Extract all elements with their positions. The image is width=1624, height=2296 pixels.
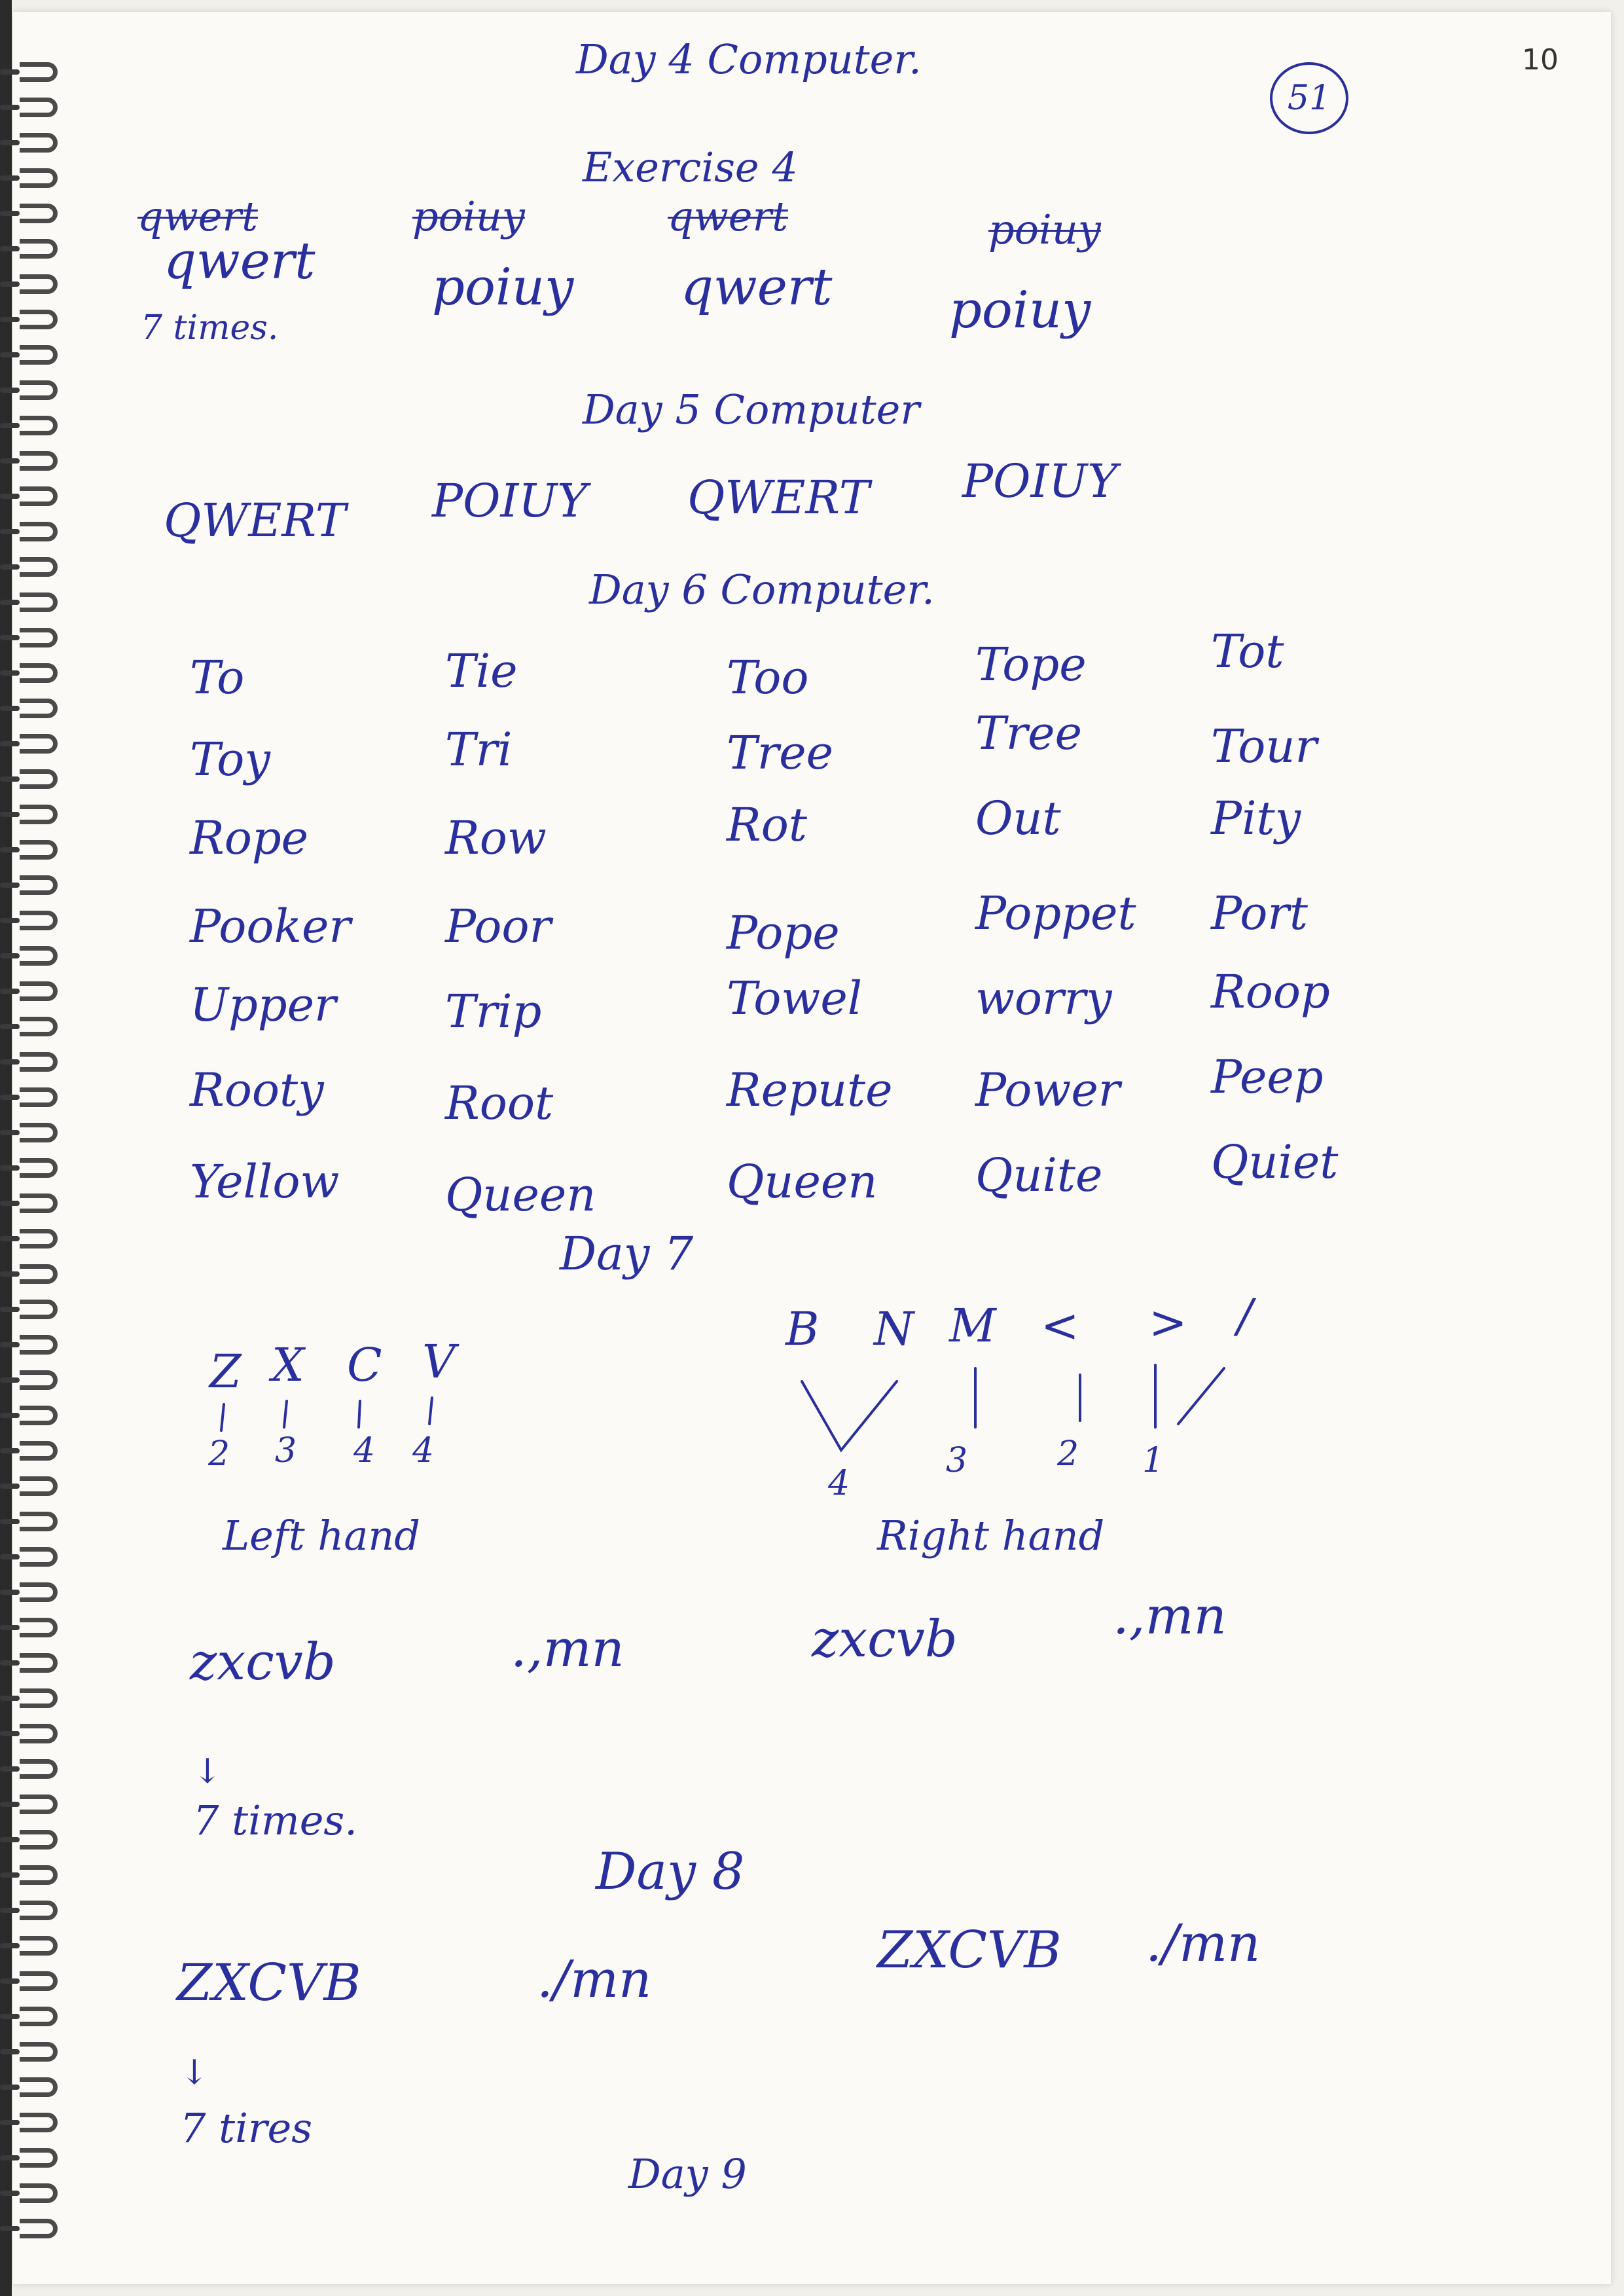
left-key-v: V bbox=[422, 1335, 456, 1389]
day5-word-3: QWERT bbox=[687, 471, 870, 524]
day6-word: Tree bbox=[975, 706, 1083, 760]
connector-v bbox=[429, 1398, 432, 1424]
day6-word: Poor bbox=[445, 900, 552, 953]
day4-word-4: poiuy bbox=[949, 281, 1091, 340]
day6-word: Tie bbox=[445, 644, 518, 698]
connector-c bbox=[359, 1401, 360, 1427]
day6-word: Pity bbox=[1211, 792, 1301, 845]
day8-practice-2a: ZXCVB bbox=[877, 1921, 1062, 1980]
connector-z bbox=[221, 1404, 224, 1430]
day6-word: Upper bbox=[190, 978, 336, 1032]
left-key-c: C bbox=[347, 1338, 382, 1392]
day6-word: Queen bbox=[445, 1168, 596, 1222]
day8-practice-2b: ./mn bbox=[1146, 1914, 1261, 1973]
day9-title: Day 9 bbox=[628, 2150, 747, 2198]
right-key-n: N bbox=[874, 1302, 914, 1356]
day6-word: Poppet bbox=[975, 886, 1136, 940]
day6-word: Quiet bbox=[1211, 1135, 1339, 1189]
left-finger-x: 3 bbox=[275, 1431, 297, 1470]
day8-practice-1b: ./mn bbox=[537, 1950, 652, 2009]
day7-practice-2b: .,mn bbox=[1113, 1587, 1227, 1646]
day7-practice-1a: zxcvb bbox=[190, 1633, 336, 1692]
day6-word: Tree bbox=[727, 726, 834, 780]
right-finger-m: 3 bbox=[946, 1441, 968, 1480]
day6-word: Tri bbox=[445, 723, 513, 776]
left-key-z: Z bbox=[209, 1345, 242, 1398]
day6-word: Too bbox=[727, 651, 809, 704]
day6-word: Out bbox=[975, 792, 1061, 845]
right-key-gt: > bbox=[1149, 1296, 1187, 1349]
day4-struck-1: qwert bbox=[137, 192, 259, 240]
day8-practice-1a: ZXCVB bbox=[177, 1954, 361, 2013]
right-key-m: M bbox=[949, 1299, 996, 1353]
day6-word: Rooty bbox=[190, 1063, 324, 1117]
day6-word: Pope bbox=[727, 906, 840, 960]
day7-down-arrow-icon: ↓ bbox=[193, 1752, 222, 1791]
day6-word: Pooker bbox=[190, 900, 351, 953]
day6-word: Tot bbox=[1211, 625, 1284, 678]
right-key-lt: < bbox=[1041, 1299, 1079, 1353]
day6-word: Towel bbox=[727, 972, 863, 1025]
day6-word: Tour bbox=[1211, 720, 1317, 773]
day4-struck-2: poiuy bbox=[412, 192, 525, 240]
day7-repeat-note: 7 times. bbox=[193, 1796, 357, 1844]
left-hand-label: Left hand bbox=[223, 1512, 420, 1559]
day4-word-1: qwert bbox=[164, 232, 316, 291]
day5-title: Day 5 Computer bbox=[583, 386, 920, 433]
circled-mark-text: 51 bbox=[1287, 79, 1331, 118]
day6-word: To bbox=[190, 651, 245, 704]
right-key-b: B bbox=[785, 1302, 820, 1356]
connector-slash bbox=[1178, 1368, 1224, 1424]
left-key-x: X bbox=[272, 1338, 304, 1392]
right-finger-bn: 4 bbox=[828, 1464, 850, 1503]
day6-word: Port bbox=[1211, 886, 1308, 940]
day8-title: Day 8 bbox=[596, 1842, 745, 1901]
left-finger-c: 4 bbox=[353, 1431, 376, 1470]
connector-x bbox=[284, 1401, 287, 1427]
day4-struck-4: poiuy bbox=[988, 206, 1101, 253]
day5-word-4: POIUY bbox=[962, 454, 1118, 508]
day6-word: Yellow bbox=[190, 1155, 340, 1209]
day4-subtitle: Exercise 4 bbox=[583, 143, 798, 191]
day4-word-3: qwert bbox=[681, 258, 833, 317]
day6-word: Queen bbox=[727, 1155, 878, 1209]
day8-repeat-note: 7 tires bbox=[180, 2104, 313, 2152]
day6-word: Repute bbox=[727, 1063, 893, 1117]
day4-title: Day 4 Computer. bbox=[576, 35, 922, 83]
day7-title: Day 7 bbox=[560, 1227, 694, 1281]
right-key-slash: / bbox=[1237, 1289, 1253, 1343]
left-finger-v: 4 bbox=[412, 1431, 435, 1470]
day4-repeat-note: 7 times. bbox=[141, 308, 279, 348]
day6-word: Quite bbox=[975, 1148, 1103, 1202]
day6-word: Power bbox=[975, 1063, 1121, 1117]
day5-word-2: POIUY bbox=[432, 474, 588, 528]
day6-word: Peep bbox=[1211, 1050, 1324, 1104]
connector-bn bbox=[802, 1381, 897, 1450]
page-number: 10 bbox=[1522, 43, 1559, 77]
day7-practice-2a: zxcvb bbox=[812, 1610, 958, 1669]
day6-word: Root bbox=[445, 1076, 554, 1130]
day6-title: Day 6 Computer. bbox=[589, 566, 935, 613]
day6-word: Row bbox=[445, 811, 547, 865]
day4-struck-3: qwert bbox=[668, 192, 789, 240]
day4-word-2: poiuy bbox=[432, 258, 574, 317]
right-hand-label: Right hand bbox=[877, 1512, 1105, 1559]
day6-word: Tope bbox=[975, 638, 1087, 691]
day6-word: Trip bbox=[445, 985, 542, 1038]
day6-word: Roop bbox=[1211, 965, 1330, 1019]
day7-practice-1b: .,mn bbox=[511, 1620, 624, 1679]
right-finger-period: 1 bbox=[1142, 1441, 1164, 1480]
day5-word-1: QWERT bbox=[164, 494, 346, 547]
day6-word: Toy bbox=[190, 733, 270, 786]
right-finger-comma: 2 bbox=[1057, 1434, 1079, 1474]
day6-word: Rot bbox=[727, 798, 807, 852]
day6-word: worry bbox=[975, 972, 1112, 1025]
day6-word: Rope bbox=[190, 811, 309, 865]
left-finger-z: 2 bbox=[208, 1434, 230, 1474]
day8-down-arrow-icon: ↓ bbox=[180, 2053, 209, 2092]
